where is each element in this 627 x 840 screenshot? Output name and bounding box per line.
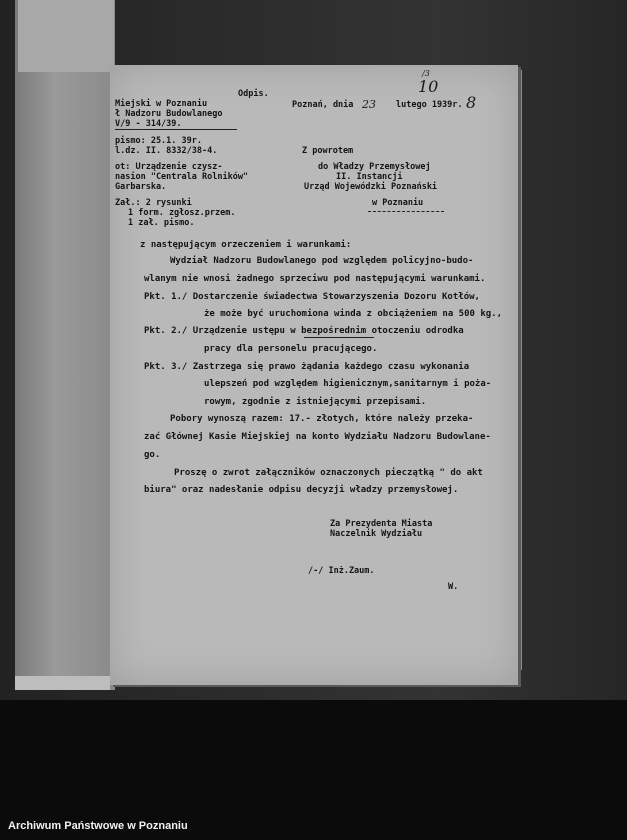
body-line-15: biura" oraz nadesłanie odpisu decyzji władzy przemysłowej.: [144, 485, 459, 495]
subject-line-2: nasion "Centrala Rolników": [115, 172, 249, 182]
folder-bottom-strip: [15, 676, 110, 690]
reference-line-1: pismo: 25.1. 39r.: [115, 136, 202, 146]
body-line-11: Pobory wynoszą razem: 17.- złotych, które należy przeka-: [170, 414, 474, 424]
folder-top-tab: [18, 0, 114, 72]
body-line-12: zać Głównej Kasie Miejskiej na konto Wydziału Nadzoru Budowlane-: [144, 432, 491, 442]
body-line-4: Pkt. 1./ Dostarczenie świadectwa Stowarzyszenia Dozoru Kotłów,: [144, 292, 480, 302]
subject-line-1: ot: Urządzenie czysz-: [115, 162, 223, 172]
attachments-label: Zał.: 2 rysunki: [115, 198, 192, 208]
folio-number: 10: [418, 77, 439, 96]
body-line-5: że może być uruchomiona winda z obciążeniem na 500 kg.,: [204, 309, 503, 319]
page-mark: 8: [466, 93, 477, 112]
recipient-line-1: do Władzy Przemysłowej: [318, 162, 431, 172]
return-label: Z powrotem: [302, 146, 354, 156]
copy-label: Odpis.: [238, 89, 269, 99]
body-line-8: Pkt. 3./ Zastrzega się prawo żądania każdego czasu wykonania: [144, 362, 470, 372]
signature-line-1: Za Prezydenta Miasta: [330, 519, 433, 529]
corner-mark: W.: [448, 582, 459, 592]
recipient-line-2: II. Instancji: [336, 172, 403, 182]
body-line-7: pracy dla personelu pracującego.: [204, 344, 378, 354]
date-handwritten: 23: [362, 98, 376, 111]
attachment-2: 1 zał. pismo.: [128, 218, 195, 228]
signed-name: /-/ Inż.Zaum.: [308, 566, 375, 576]
body-line-6: Pkt. 2./ Urządzenie ustępu w bezpośrednim otoczeniu odrodka: [144, 326, 464, 336]
place-date: Poznań, dnia: [292, 100, 354, 110]
sender-line-1: Miejski w Poznaniu: [115, 99, 208, 109]
subject-line-3: Garbarska.: [115, 182, 167, 192]
emphasis-underline: [304, 337, 374, 338]
body-line-10: rowym, zgodnie z istniejącymi przepisami.: [204, 397, 427, 407]
sender-underline: [115, 129, 237, 130]
sender-line-2: ł Nadzoru Budowlanego: [115, 109, 223, 119]
folder-spine: [15, 0, 115, 690]
reference-line-2: l.dz. II. 8332/38-4.: [115, 146, 218, 156]
body-line-9: ulepszeń pod względem higienicznym,sanitarnym i poża-: [204, 379, 492, 389]
sender-line-3: V/9 - 314/39.: [115, 119, 182, 129]
recipient-city-underline: [368, 211, 444, 212]
recipient-city: w Poznaniu: [372, 198, 424, 208]
folio-small: /3: [422, 69, 430, 78]
document-page: [110, 65, 518, 685]
body-line-3: wlanym nie wnosi żadnego sprzeciwu pod następującymi warunkami.: [144, 274, 486, 284]
body-line-1: z następującym orzeczeniem i warunkami:: [140, 240, 352, 250]
archive-footer: Archiwum Państwowe w Poznaniu: [8, 820, 188, 832]
body-line-14: Proszę o zwrot załączników oznaczonych pieczątką " do akt: [174, 468, 483, 478]
body-line-2: Wydział Nadzoru Budowlanego pod względem policyjno-budo-: [170, 256, 474, 266]
recipient-line-3: Urząd Wojewódzki Poznański: [304, 182, 438, 192]
signature-line-2: Naczelnik Wydziału: [330, 529, 423, 539]
month-year: lutego 1939r.: [396, 100, 463, 110]
attachment-1: 1 form. zgłosz.przem.: [128, 208, 236, 218]
body-line-13: go.: [144, 450, 161, 460]
